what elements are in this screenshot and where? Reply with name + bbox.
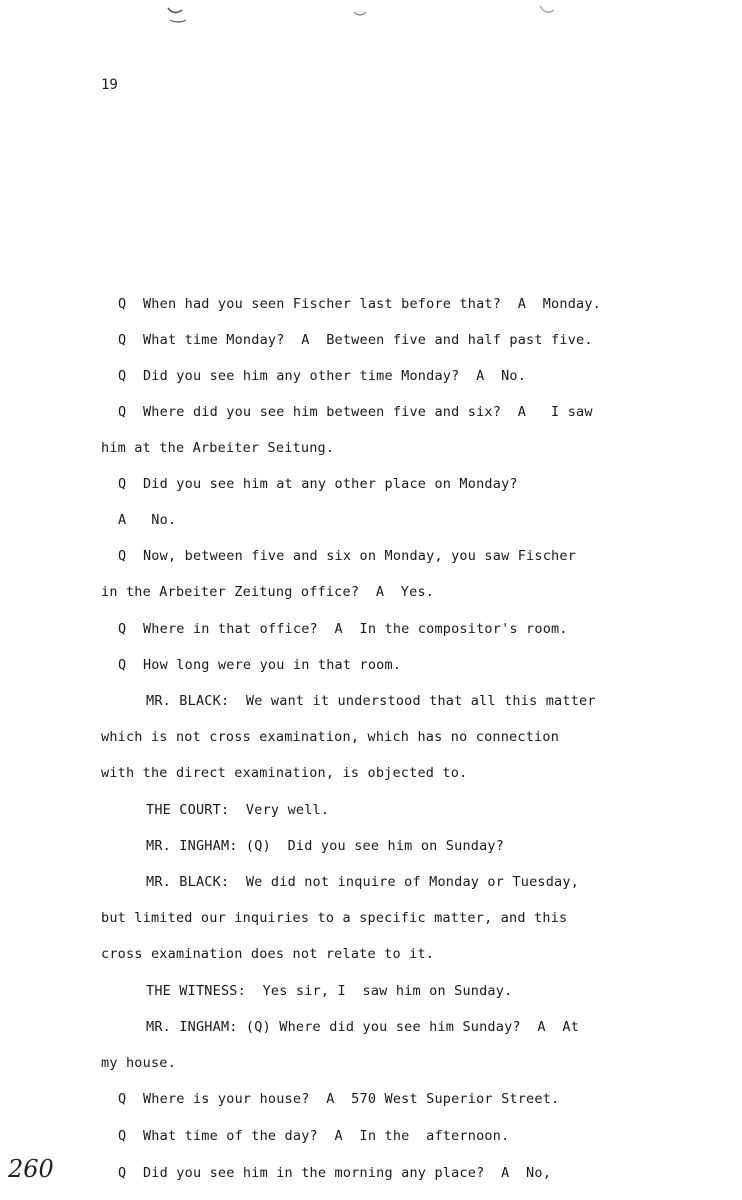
transcript-line: Q Where did you see him between five and six? A I saw [118, 404, 593, 420]
transcript-line: in the Arbeiter Zeitung office? A Yes. [101, 584, 435, 600]
transcript-line: THE WITNESS: Yes sir, I saw him on Sunday. [146, 983, 513, 999]
transcript-line: A No. [118, 512, 177, 528]
transcript-line: MR. BLACK: We did not inquire of Monday or Tuesday, [146, 874, 580, 890]
transcript-line: with the direct examination, is objected to. [101, 765, 468, 781]
transcript-line: which is not cross examination, which has no connection [101, 729, 560, 745]
transcript-line: MR. BLACK: We want it understood that all this matter [146, 693, 596, 709]
transcript-line: Q How long were you in that room. [118, 657, 402, 673]
top-edge-marks [0, 0, 742, 30]
transcript-line: Q When had you seen Fischer last before that? A Monday. [118, 296, 602, 312]
page-number: 19 [101, 77, 118, 93]
transcript-line: Q Now, between five and six on Monday, you saw Fischer [118, 548, 577, 564]
handwritten-page-note: 260 [8, 1155, 54, 1183]
transcript-line: Q Where in that office? A In the compositor's room. [118, 621, 568, 637]
transcript-line: Q Where is your house? A 570 West Superior Street. [118, 1091, 560, 1107]
transcript-line: but limited our inquiries to a specific matter, and this [101, 910, 568, 926]
transcript-line: cross examination does not relate to it. [101, 946, 435, 962]
transcript-line: Q What time Monday? A Between five and half past five. [118, 332, 593, 348]
transcript-line: MR. INGHAM: (Q) Did you see him on Sunday? [146, 838, 505, 854]
transcript-line: Q What time of the day? A In the afternoon. [118, 1128, 510, 1144]
transcript-line: THE COURT: Very well. [146, 802, 330, 818]
transcript-line: Q Did you see him at any other place on Monday? [118, 476, 518, 492]
transcript-line: him at the Arbeiter Seitung. [101, 440, 335, 456]
transcript-line: MR. INGHAM: (Q) Where did you see him Sunday? A At [146, 1019, 580, 1035]
transcript-line: Q Did you see him in the morning any place? A No, [118, 1165, 552, 1181]
transcript-line: my house. [101, 1055, 176, 1071]
transcript-line: Q Did you see him any other time Monday? A No. [118, 368, 527, 384]
